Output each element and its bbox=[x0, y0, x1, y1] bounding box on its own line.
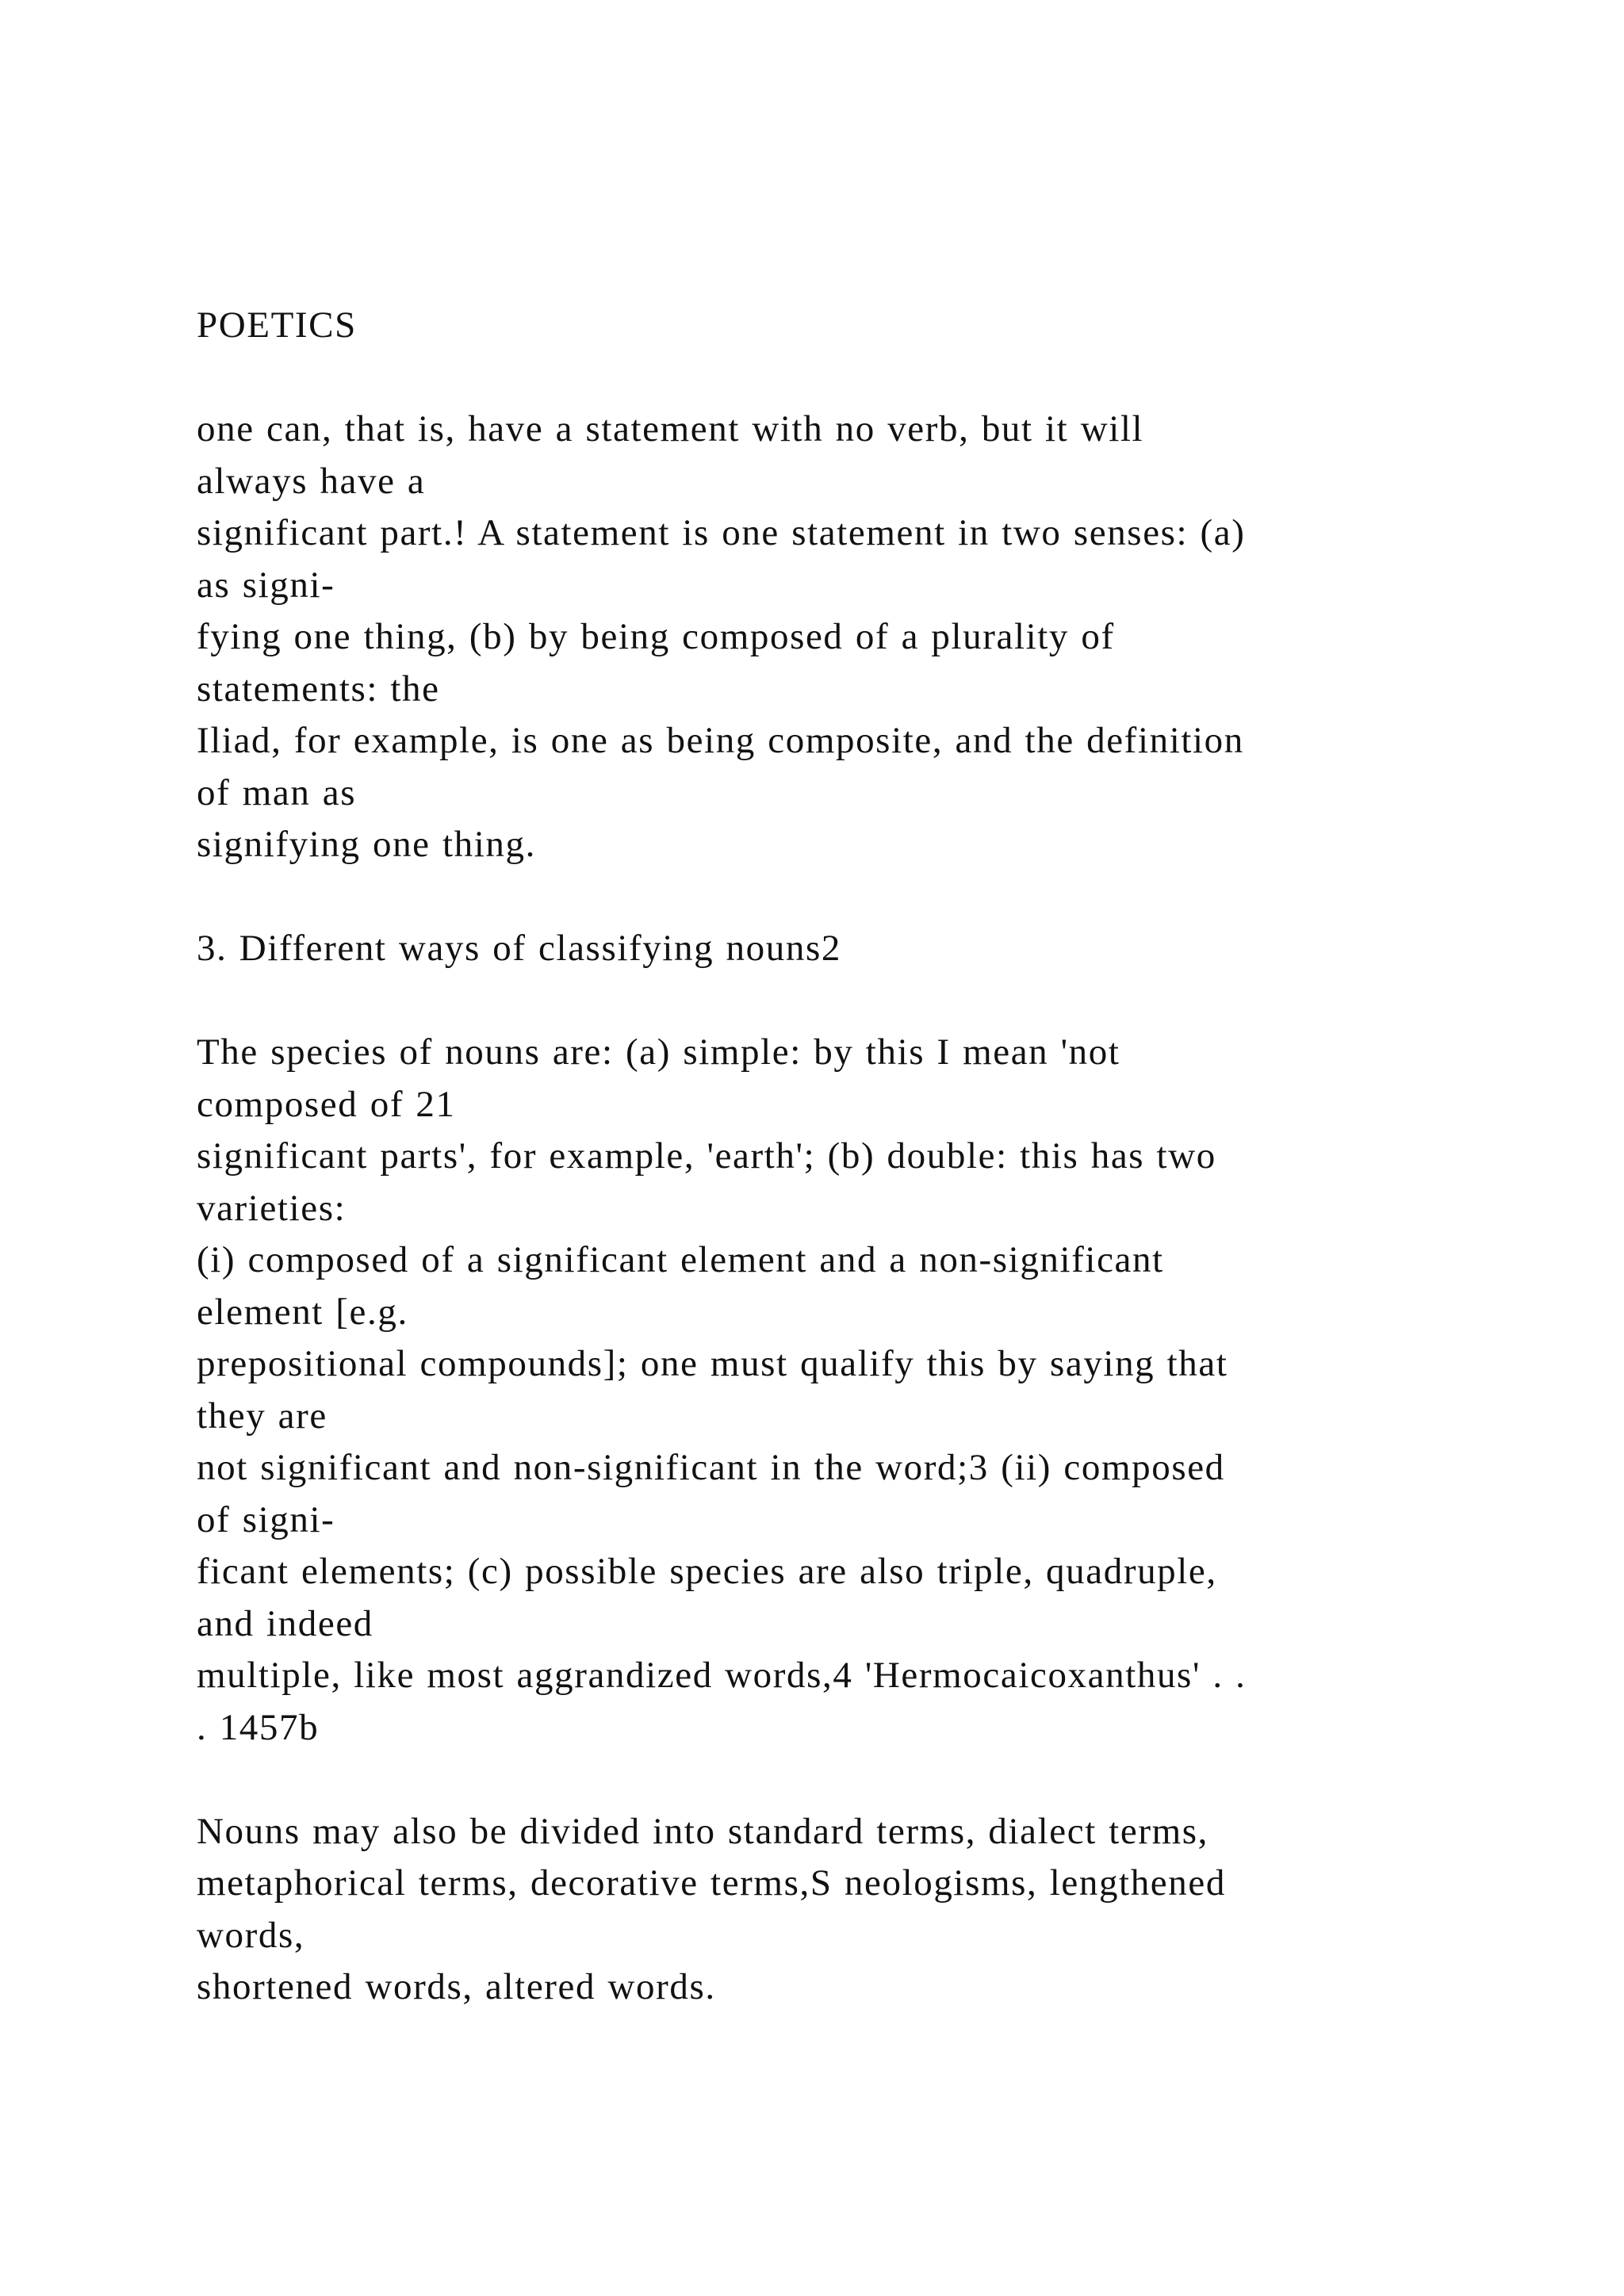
section-title: 3. Different ways of classifying nouns2 bbox=[197, 928, 841, 969]
paragraph-1 bbox=[197, 404, 1513, 871]
text-line: as signi- bbox=[197, 564, 335, 606]
text-line: one can, that is, have a statement with no verb, but it will bbox=[197, 408, 1144, 450]
text-line: ficant elements; (c) possible species are also triple, quadruple, bbox=[197, 1551, 1217, 1592]
text-line: composed of 21 bbox=[197, 1083, 456, 1125]
text-line: of signi- bbox=[197, 1498, 335, 1540]
text-line: prepositional compounds]; one must qualify this by saying that bbox=[197, 1343, 1228, 1384]
text-line: Nouns may also be divided into standard terms, dialect terms, bbox=[197, 1810, 1208, 1852]
text-line: significant part.! A statement is one statement in two senses: (a) bbox=[197, 512, 1246, 553]
text-line: The species of nouns are: (a) simple: by this I mean 'not bbox=[197, 1031, 1120, 1073]
paragraph-2 bbox=[197, 1027, 1513, 1754]
spacer bbox=[197, 352, 1513, 404]
text-line: statements: the bbox=[197, 668, 440, 710]
running-header: POETICS bbox=[197, 304, 357, 346]
text-line: not significant and non-significant in the word;3 (ii) composed bbox=[197, 1447, 1225, 1488]
text-line: Iliad, for example, is one as being composite, and the definition bbox=[197, 720, 1244, 761]
spacer bbox=[197, 1754, 1513, 1806]
text-line: they are bbox=[197, 1395, 327, 1437]
paragraph-3 bbox=[197, 1806, 1513, 2014]
text-line: fying one thing, (b) by being composed of a plurality of bbox=[197, 616, 1115, 657]
text-line: element [e.g. bbox=[197, 1291, 408, 1333]
document-text bbox=[197, 300, 1513, 2014]
spacer bbox=[197, 975, 1513, 1027]
text-line: significant parts', for example, 'earth'; (b) double: this has two bbox=[197, 1135, 1216, 1177]
text-line: and indeed bbox=[197, 1602, 373, 1644]
text-line: always have a bbox=[197, 460, 426, 502]
text-line: shortened words, altered words. bbox=[197, 1966, 716, 2007]
text-line: signifying one thing. bbox=[197, 824, 536, 865]
text-line: varieties: bbox=[197, 1187, 347, 1229]
text-line: (i) composed of a significant element and a non-significant bbox=[197, 1239, 1164, 1280]
section-heading bbox=[197, 923, 1513, 975]
text-line: of man as bbox=[197, 771, 357, 813]
text-line: words, bbox=[197, 1914, 305, 1956]
text-line: multiple, like most aggrandized words,4 'Hermocaicoxanthus' . . bbox=[197, 1655, 1247, 1696]
spacer bbox=[197, 871, 1513, 924]
text-line: . 1457b bbox=[197, 1706, 320, 1748]
text-line: metaphorical terms, decorative terms,S neologisms, lengthened bbox=[197, 1862, 1226, 1904]
